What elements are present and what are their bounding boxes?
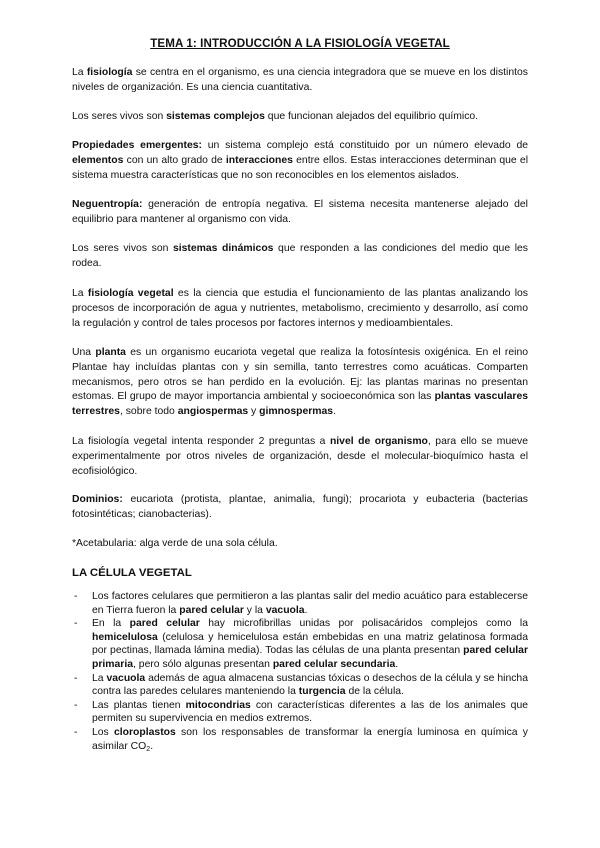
section-title-celula-vegetal: LA CÉLULA VEGETAL [72, 567, 192, 579]
page-title: TEMA 1: INTRODUCCIÓN A LA FISIOLOGÍA VEGETAL [150, 37, 450, 50]
list-item: - Los factores celulares que permitieron a las plantas salir del medio acuático para establecerse en Tierra fueron la pared celular y la vacuola. [74, 591, 528, 616]
paragraph-dominios: Dominios: eucariota (protista, plantae, animalia, fungi); procariota y eubacteria (bacterias fotosintéticas; cianobacterias). [72, 494, 528, 520]
list-item: - En la pared celular hay microfibrillas unidas por polisacáridos complejos como la hemicelulosa (celulosa y hemicelulosa están embebidas en una matriz gelatinosa formada por pectinas, llamada lámina media). Todas las células de una planta presentan pared celular primaria, pero sólo algunas presentan pared celular secundaria. [74, 618, 528, 670]
paragraph-neguentropia: Neguentropía: generación de entropía negativa. El sistema necesita mantenerse alejado del equilibrio para mantener al organismo con vida. [72, 199, 528, 225]
bullet-dash: - [74, 699, 78, 711]
paragraph-acetabularia: *Acetabularia: alga verde de una sola célula. [72, 538, 278, 549]
paragraph-sistemas-dinamicos: Los seres vivos son sistemas dinámicos que responden a las condiciones del medio que les rodea. [72, 243, 528, 269]
paragraph-fisiologia: La fisiología se centra en el organismo, es una ciencia integradora que se mueve en los distintos niveles de organización. Es una ciencia cuantitativa. [72, 67, 528, 93]
list-item: - La vacuola además de agua almacena sustancias tóxicas o desechos de la célula y se hincha contra las paredes celulares manteniendo la turgencia de la célula. [74, 672, 528, 698]
bullet-dash: - [74, 726, 78, 738]
list-item: - Las plantas tienen mitocondrias con características diferentes a las de los animales que permiten su supervivencia en medios extremos. [74, 699, 529, 725]
paragraph-sistemas-complejos: Los seres vivos son sistemas complejos que funcionan alejados del equilibrio químico. [72, 111, 479, 122]
bullet-dash: - [74, 618, 78, 630]
celula-vegetal-list [72, 590, 528, 756]
paragraph-nivel-organismo: La fisiología vegetal intenta responder 2 preguntas a nivel de organismo, para ello se mueve experimentalmente por otros niveles de organización, desde el molecular-bioquímico hasta el ecofisiológico. [72, 436, 528, 477]
bullet-dash: - [74, 672, 78, 684]
list-item: - Los cloroplastos son los responsables de transformar la energía luminosa en química y asimilar $CO_2$. [74, 726, 528, 753]
bullet-dash: - [74, 591, 78, 602]
paragraph-planta: Una planta es un organismo eucariota vegetal que realiza la fotosíntesis oxigénica. En el reino Plantae hay incluídas plantas con y sin semilla, tanto terrestres como acuáticas. Comparten mecanismos, pero otros se han perdido en la evolución. Ej: las plantas marinas no presentan estomas. El grupo de mayor importancia ambiental y socioeconómica son las plantas vasculares terrestres, sobre todo angiospermas y gimnospermas. [72, 347, 529, 418]
paragraph-fisiologia-vegetal: La fisiología vegetal es la ciencia que estudia el funcionamiento de las plantas analizando los procesos de incorporación de agua y nutrientes, metabolismo, crecimiento y desarrollo, así como la regulación y control de tales procesos por factores internos y medioambientales. [72, 288, 528, 329]
paragraph-propiedades-emergentes: Propiedades emergentes: un sistema complejo está constituido por un número elevado de elementos con un alto grado de interacciones entre ellos. Estas interacciones determinan que el sistema muestra características que no son reconocibles en los elementos aislados. [72, 140, 529, 181]
